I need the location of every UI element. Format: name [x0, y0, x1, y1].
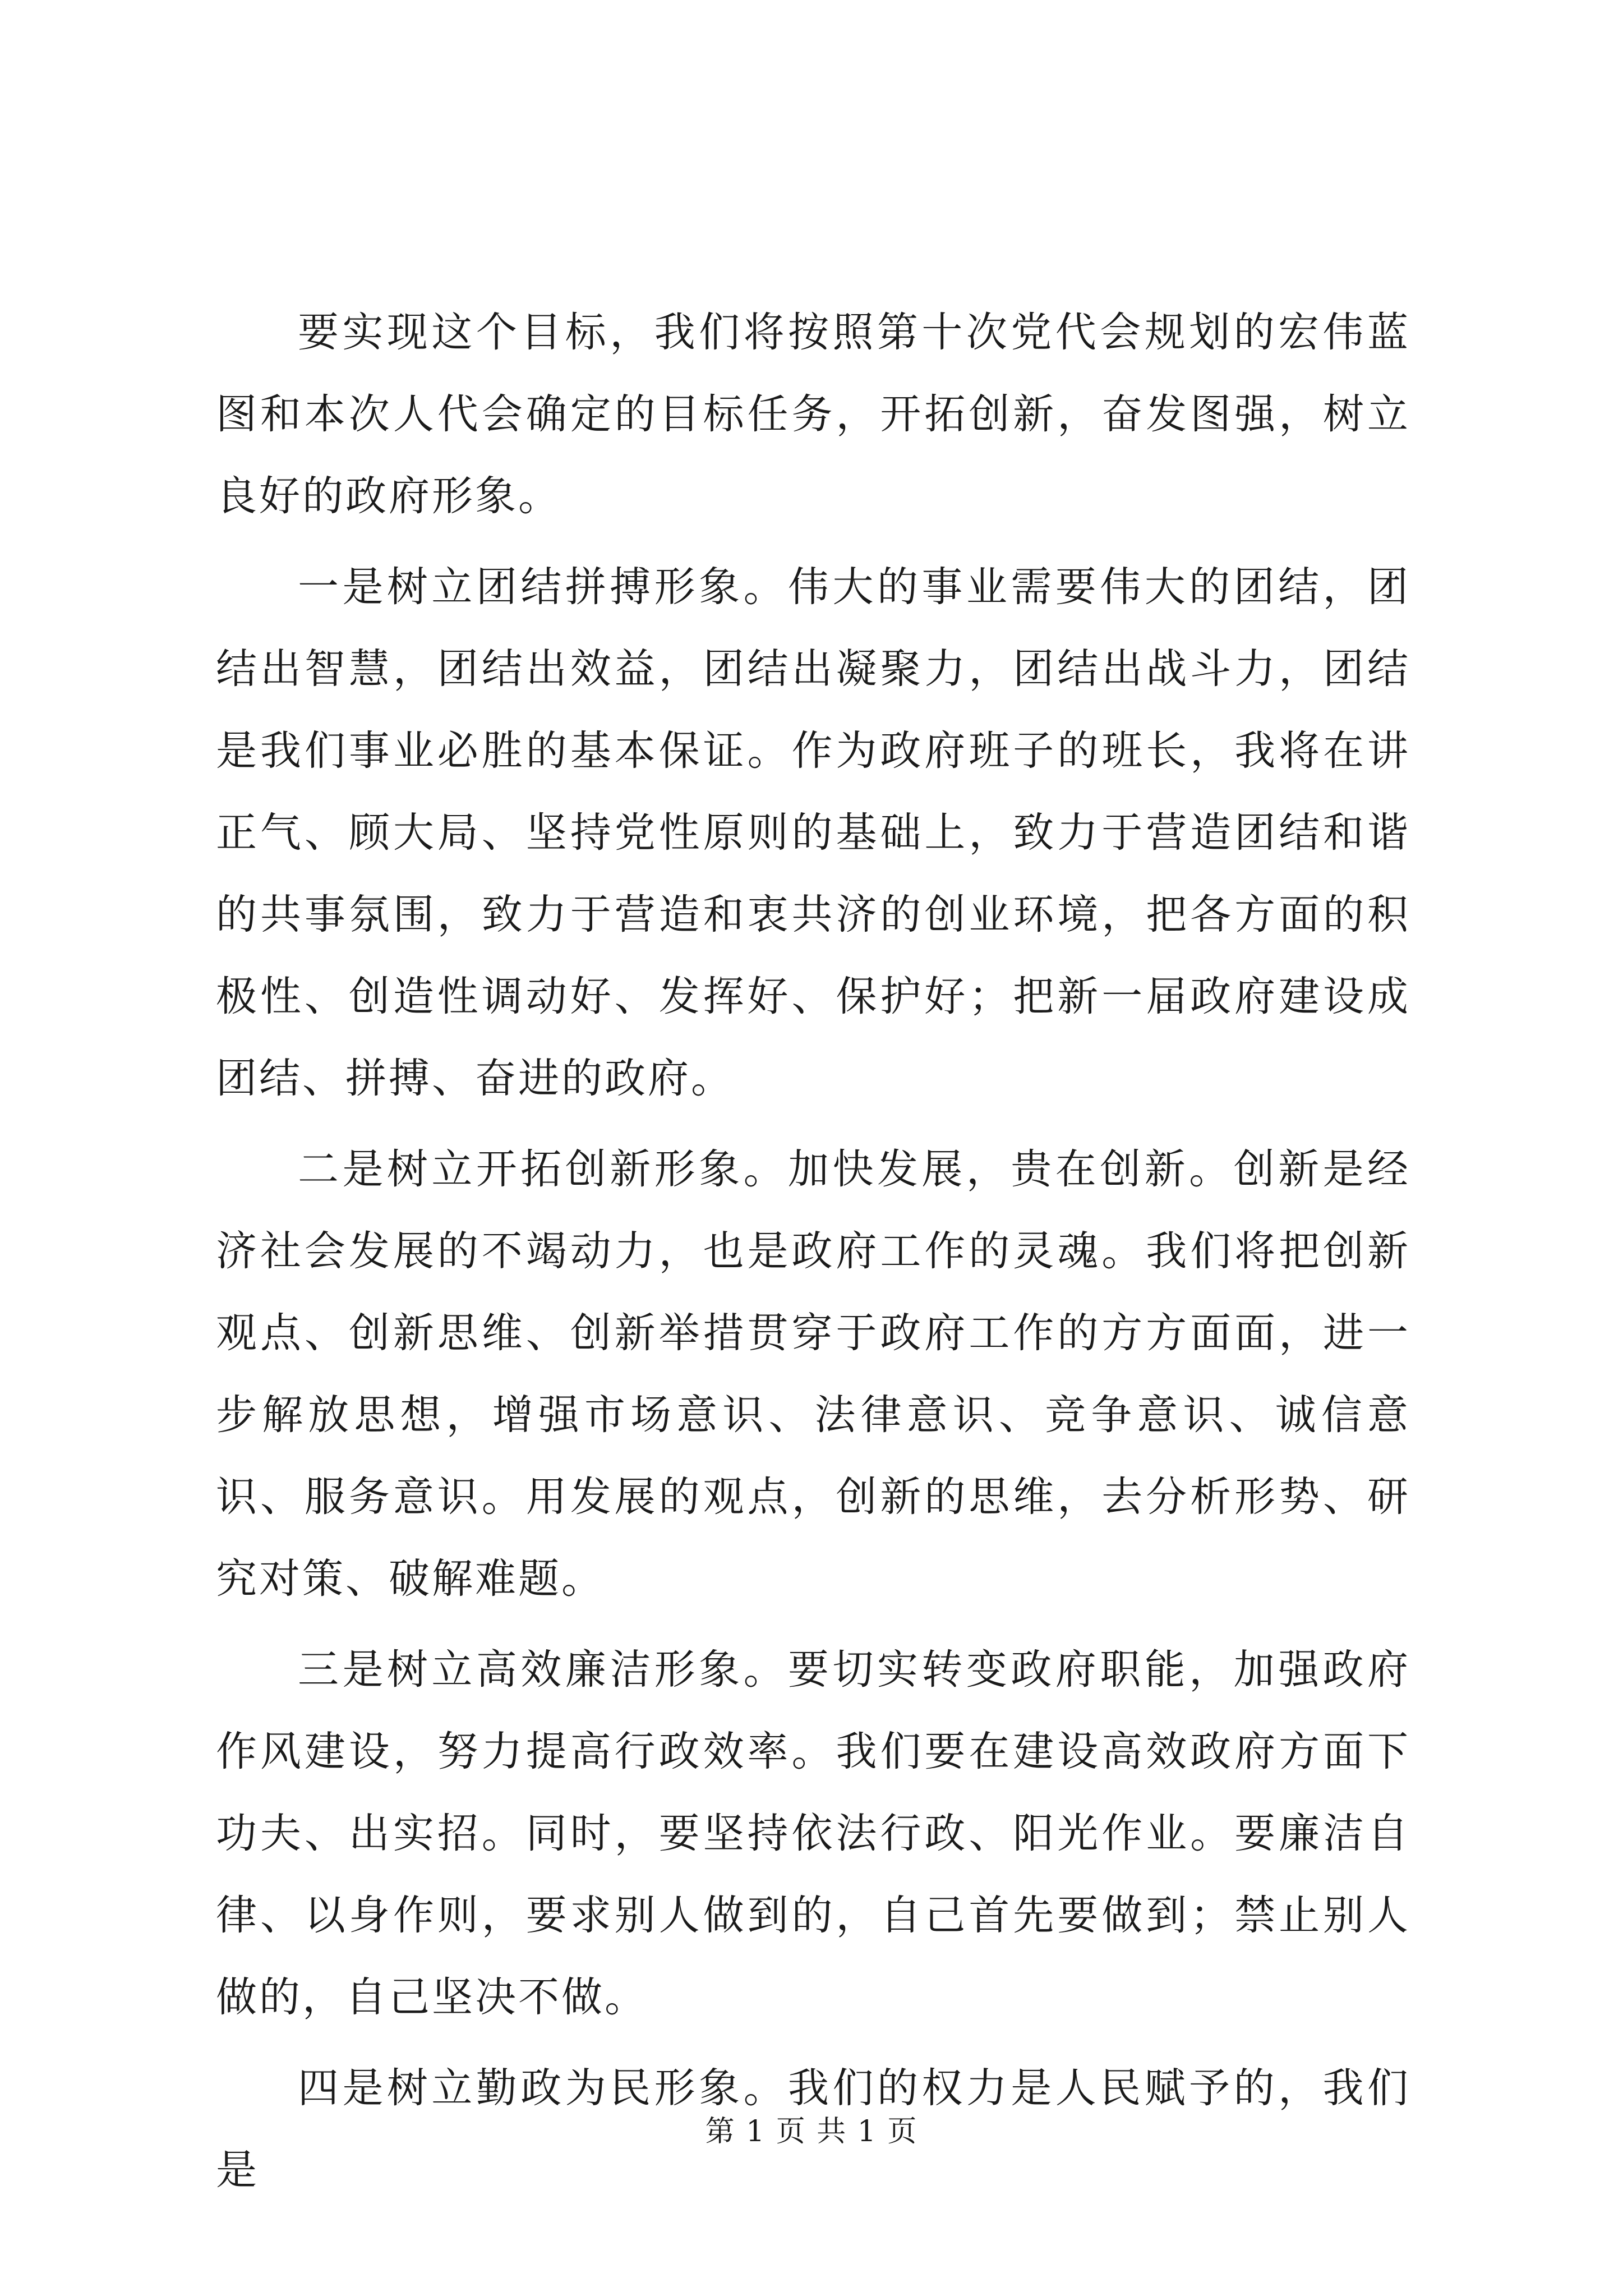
paragraph-integrity: 三是树立高效廉洁形象。要切实转变政府职能，加强政府作风建设，努力提高行政效率。我们要在建设高效政府方面下功夫、出实招。同时，要坚持依法行政、阳光作业。要廉洁自律、以身作则，要求别人做到的，自己首先要做到；禁止别人做的，自己坚决不做。 [216, 1646, 1410, 2021]
paragraph-diligence: 四是树立勤政为民形象。我们的权力是人民赋予的，我们是 [216, 2064, 1410, 2194]
page-number-footer: 第 1 页 共 1 页 [705, 2115, 918, 2148]
paragraph-intro: 要实现这个目标，我们将按照第十次党代会规划的宏伟蓝图和本次人代会确定的目标任务，开拓创新，奋发图强，树立良好的政府形象。 [216, 309, 1410, 520]
paragraph-unity: 一是树立团结拼搏形象。伟大的事业需要伟大的团结，团结出智慧，团结出效益，团结出凝聚力，团结出战斗力，团结是我们事业必胜的基本保证。作为政府班子的班长，我将在讲正气、顾大局、坚持党性原则的基础上，致力于营造团结和谐的共事氛围，致力于营造和衷共济的创业环境，把各方面的积极性、创造性调动好、发挥好、保护好；把新一届政府建设成团结、拼搏、奋进的政府。 [216, 563, 1410, 1102]
paragraph-innovation: 二是树立开拓创新形象。加快发展，贵在创新。创新是经济社会发展的不竭动力，也是政府工作的灵魂。我们将把创新观点、创新思维、创新举措贯穿于政府工作的方方面面，进一步解放思想，增强市场意识、法律意识、竞争意识、诚信意识、服务意识。用发展的观点，创新的思维，去分析形势、研究对策、破解难题。 [216, 1145, 1410, 1603]
document-body [216, 292, 1410, 2211]
